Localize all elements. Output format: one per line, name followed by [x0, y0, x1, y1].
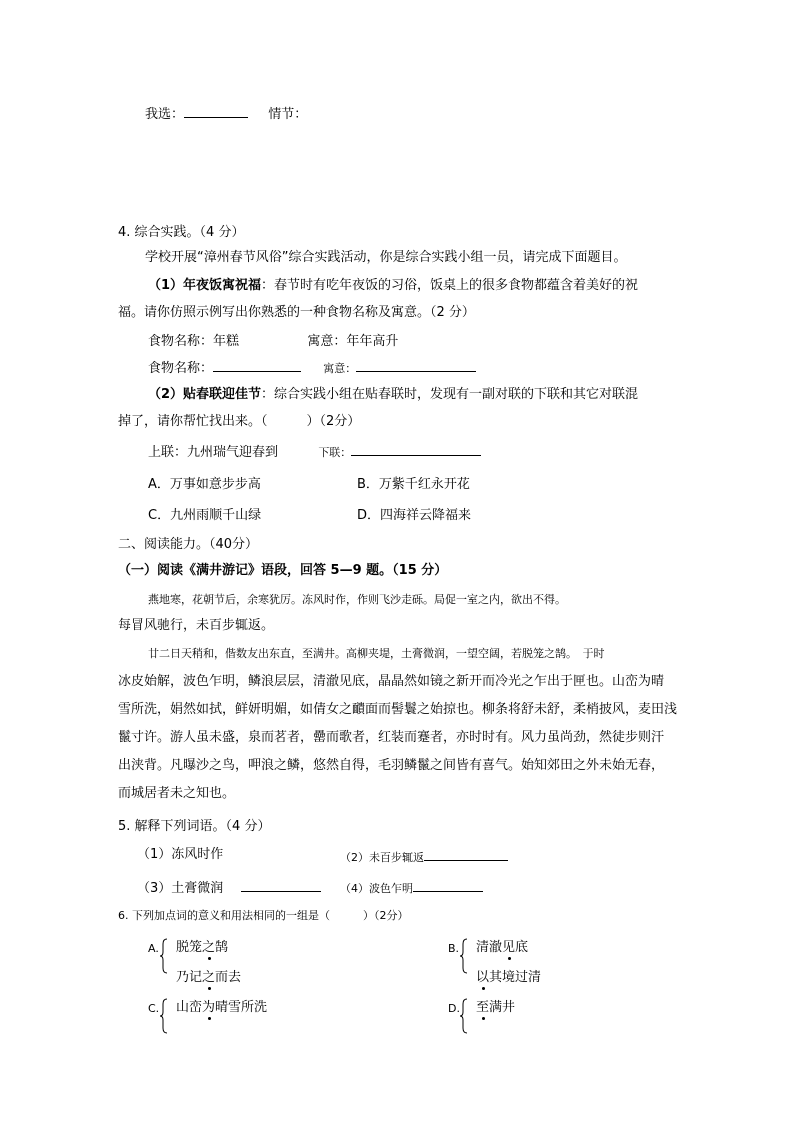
- q6-c1-dotted: 为: [202, 1000, 216, 1015]
- option-d[interactable]: D．四海祥云降福来: [357, 508, 472, 523]
- q6-d-line1: [476, 999, 515, 1017]
- q5-item-4: [340, 877, 483, 898]
- q6-title: 6. 下列加点词的意义和用法相同的一组是（ ）（2分）: [118, 909, 409, 922]
- q4-intro: 学校开展“漳州春节风俗”综合实践活动，你是综合实践小组一员，请完成下面题目。: [145, 250, 627, 265]
- q6-a1-dotted: 之: [202, 940, 216, 955]
- option-b[interactable]: B．万紫千红永开花: [357, 477, 470, 492]
- q6-d-label[interactable]: D.: [448, 1002, 460, 1015]
- q4-p1-line2: 福。请你仿照示例写出你熟悉的一种食物名称及寓意。（2 分）: [118, 305, 475, 320]
- food-label: 食物名称：: [148, 334, 214, 349]
- meaning-blank[interactable]: [356, 357, 476, 372]
- option-a[interactable]: A．万事如意步步高: [148, 477, 261, 492]
- select-line: [145, 103, 307, 124]
- q5-item-3: [137, 877, 321, 898]
- q5-item-3-text: （3）土膏微润: [137, 881, 224, 896]
- q6-b1-pre: 清澈: [476, 940, 503, 955]
- select-label: 我选：: [145, 107, 185, 122]
- q6-b2-dotted: 以: [476, 970, 490, 985]
- q6-a-label[interactable]: A.: [148, 942, 159, 955]
- plot-label: 情节：: [268, 107, 308, 122]
- q5-item-4-blank[interactable]: [413, 877, 483, 892]
- q6-d1-post: 满井: [489, 1000, 516, 1015]
- q6-a1-pre: 脱笼: [176, 940, 203, 955]
- q4-p2-text: ：综合实践小组在贴春联时，发现有一副对联的下联和其它对联混: [261, 387, 639, 402]
- brace-b: [460, 938, 468, 974]
- q6-b-label[interactable]: B.: [448, 942, 460, 955]
- upper-label: 上联：: [148, 445, 188, 460]
- food-value: 年糕: [213, 334, 240, 349]
- q6-a-line2: [176, 969, 241, 987]
- q6-d1-dotted: 至: [476, 1000, 490, 1015]
- q5-item-2-blank[interactable]: [424, 846, 508, 861]
- q5-item-4-text: （4）波色乍明: [340, 882, 413, 895]
- q6-a-line1: [176, 939, 228, 957]
- q5-item-2: [340, 846, 508, 867]
- passage-p2-line4: 鬣寸许。游人虽未盛，泉而茗者，罍而歌者，红装而蹇者，亦时时有。风力虽尚劲，然徒步则汗: [118, 730, 665, 745]
- upper-value: 九州瑞气迎春到: [187, 445, 279, 460]
- q6-b1-post: 底: [515, 940, 529, 955]
- q5-item-1: [137, 846, 223, 864]
- q5-item-3-blank[interactable]: [241, 877, 321, 892]
- brace-d: [460, 998, 468, 1034]
- section2-title: 二、阅读能力。（40分）: [118, 537, 259, 552]
- q4-title: 4. 综合实践。（4 分）: [118, 225, 245, 240]
- q6-b-line2: [476, 969, 541, 987]
- q4-p1-head: （1）年夜饭寓祝福: [148, 278, 262, 293]
- couplet-line: [148, 441, 481, 462]
- select-blank[interactable]: [184, 103, 248, 118]
- meaning-label: 寓意：: [307, 334, 347, 349]
- q6-a2-pre: 乃记: [176, 970, 203, 985]
- passage-p2-line1: 廿二日天稍和，偕数友出东直，至满井。高柳夹堤，土膏微润，一望空阔，若脱笼之鹄。 于时: [148, 647, 605, 660]
- q4-p1-text: ：春节时有吃年夜饭的习俗，饭桌上的很多食物都蕴含着美好的祝: [261, 278, 639, 293]
- q6-c1-pre: 山峦: [176, 1000, 203, 1015]
- passage-p1-line2: 每冒风驰行，未百步辄返。: [118, 618, 275, 633]
- q4-p2-line2: 掉了，请你帮忙找出来。（ ）（2分）: [118, 414, 361, 429]
- passage-p2-line2: 冰皮始解，波色乍明，鳞浪层层，清澈见底，晶晶然如镜之新开而冷光之乍出于匣也。山峦为晴: [118, 674, 665, 689]
- passage-p2-line3: 雪所洗，娟然如拭，鲜妍明媚，如倩女之靧面而髻鬟之始掠也。柳条将舒未舒，柔梢披风，麦田浅: [118, 702, 678, 717]
- q6-c-line1: [176, 999, 267, 1017]
- q6-a1-post: 鹄: [215, 940, 229, 955]
- brace-a: [160, 938, 168, 974]
- example-food-line: [148, 331, 398, 351]
- q4-p1-line1: [148, 277, 638, 295]
- lower-label: 下联：: [318, 446, 352, 459]
- q6-b-line1: [476, 939, 528, 957]
- food-label-2: 食物名称：: [148, 361, 214, 376]
- passage-p2-line6: 而城居者未之知也。: [118, 786, 236, 801]
- q6-a2-post: 而去: [215, 970, 242, 985]
- q6-a2-dotted: 之: [202, 970, 216, 985]
- food-blank[interactable]: [213, 357, 301, 372]
- reading1-title: （一）阅读《满井游记》语段，回答 5—9 题。（15 分）: [118, 563, 448, 578]
- q4-p2-line1: [148, 386, 638, 404]
- passage-p2-line5: 出浃背。凡曝沙之鸟，呷浪之鳞，悠然自得，毛羽鳞鬣之间皆有喜气。始知郊田之外未始无春，: [118, 758, 665, 773]
- q6-b2-post: 其境过清: [489, 970, 542, 985]
- answer-food-line: [148, 357, 476, 378]
- q6-b1-dotted: 见: [502, 940, 516, 955]
- q5-item-1-text: （1）冻风时作: [137, 847, 224, 862]
- q5-title: 5. 解释下列词语。（4 分）: [118, 819, 271, 834]
- q4-p2-head: （2）贴春联迎佳节: [148, 387, 262, 402]
- option-c[interactable]: C．九州雨顺千山绿: [148, 508, 262, 523]
- q6-c-label[interactable]: C.: [148, 1002, 160, 1015]
- passage-p1-line1: 燕地寒，花朝节后，余寒犹厉。冻风时作，作则飞沙走砾。局促一室之内，欲出不得。: [148, 593, 566, 606]
- q5-item-2-text: （2）未百步辄返: [340, 851, 424, 864]
- q6-c1-post: 晴雪所洗: [215, 1000, 268, 1015]
- brace-c: [160, 998, 168, 1034]
- lower-blank[interactable]: [351, 441, 481, 456]
- meaning-label-2: 寓意：: [323, 362, 357, 375]
- meaning-value: 年年高升: [346, 334, 399, 349]
